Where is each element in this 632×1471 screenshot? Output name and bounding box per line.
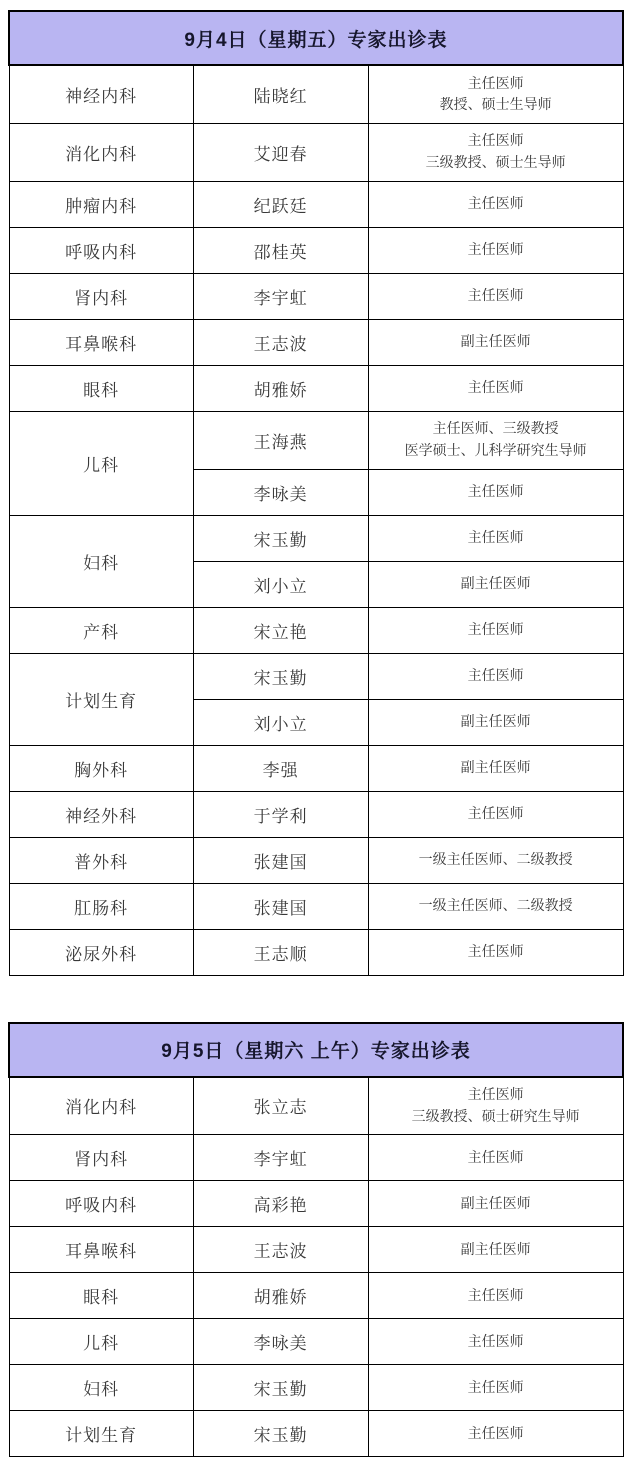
doctor-title-cell (368, 469, 623, 515)
doctor-cell: 张建国 (193, 883, 368, 929)
department-cell: 产科 (9, 607, 193, 653)
doctor-title-line: 主任医师 (467, 74, 524, 91)
department-cell: 耳鼻喉科 (9, 319, 193, 365)
department-cell: 儿科 (9, 411, 193, 515)
department-cell: 普外科 (9, 837, 193, 883)
doctor-title-cell (368, 227, 623, 273)
doctor-cell: 陆晓红 (193, 65, 368, 123)
doctor-title-cell (368, 1273, 623, 1319)
department-cell: 呼吸内科 (9, 227, 193, 273)
doctor-title-line: 主任医师 (467, 132, 524, 149)
doctor-title-cell (368, 365, 623, 411)
doctor-title-line: 教授、硕士生导师 (439, 96, 552, 113)
doctor-title-cell (368, 1411, 623, 1457)
table-row (9, 123, 623, 181)
doctor-title-line: 医学硕士、儿科学研究生导师 (404, 442, 587, 458)
doctor-title-cell (368, 1319, 623, 1365)
doctor-title-cell (368, 123, 623, 181)
table-title: 9月5日（星期六 上午）专家出诊表 (9, 1023, 623, 1077)
doctor-cell: 艾迎春 (193, 123, 368, 181)
table-row (9, 1365, 623, 1411)
doctor-title-line: 副主任医师 (460, 575, 531, 592)
doctor-title-line: 主任医师 (467, 483, 524, 500)
doctor-title-cell (368, 65, 623, 123)
doctor-cell: 张建国 (193, 837, 368, 883)
doctor-title-line: 主任医师 (467, 1148, 524, 1165)
doctor-title-line: 主任医师 (467, 287, 524, 304)
department-cell: 眼科 (9, 1273, 193, 1319)
schedule-table-saturday (8, 1022, 624, 1458)
table-row (9, 273, 623, 319)
table-row (9, 227, 623, 273)
doctor-title-line: 主任医师 (467, 667, 524, 684)
doctor-cell: 宋玉勤 (193, 653, 368, 699)
table-row (9, 1227, 623, 1273)
doctor-title-cell (368, 1077, 623, 1135)
doctor-title-cell (368, 791, 623, 837)
doctor-title-line: 主任医师 (467, 529, 524, 546)
department-cell: 泌尿外科 (9, 929, 193, 975)
department-cell: 神经外科 (9, 791, 193, 837)
department-cell: 计划生育 (9, 1411, 193, 1457)
doctor-title-line: 主任医师 (467, 621, 524, 638)
doctor-cell: 王志顺 (193, 929, 368, 975)
doctor-cell: 纪跃廷 (193, 181, 368, 227)
doctor-title-line: 副主任医师 (460, 759, 531, 776)
doctor-title-line: 副主任医师 (460, 1240, 531, 1257)
doctor-cell: 于学利 (193, 791, 368, 837)
doctor-title-cell (368, 1181, 623, 1227)
department-cell: 眼科 (9, 365, 193, 411)
doctor-title-line: 副主任医师 (460, 333, 531, 350)
doctor-title-cell (368, 515, 623, 561)
doctor-cell: 王志波 (193, 319, 368, 365)
table-title: 9月4日（星期五）专家出诊表 (9, 11, 623, 65)
doctor-cell: 宋玉勤 (193, 1365, 368, 1411)
department-cell: 消化内科 (9, 1077, 193, 1135)
doctor-title-cell (368, 1227, 623, 1273)
doctor-title-cell (368, 1365, 623, 1411)
doctor-title-cell (368, 607, 623, 653)
doctor-cell: 刘小立 (193, 561, 368, 607)
schedule-section-friday (8, 10, 624, 976)
doctor-title-line: 主任医师、三级教授 (432, 420, 559, 437)
doctor-title-line: 主任医师 (467, 1332, 524, 1349)
doctor-cell: 高彩艳 (193, 1181, 368, 1227)
doctor-cell: 李宇虹 (193, 1135, 368, 1181)
department-cell: 消化内科 (9, 123, 193, 181)
table-row (9, 181, 623, 227)
department-cell: 呼吸内科 (9, 1181, 193, 1227)
doctor-title-line: 主任医师 (467, 241, 524, 258)
department-cell: 妇科 (9, 515, 193, 607)
doctor-cell: 宋玉勤 (193, 515, 368, 561)
doctor-title-cell (368, 319, 623, 365)
doctor-title-line: 主任医师 (467, 805, 524, 822)
doctor-title-line: 主任医师 (467, 1086, 524, 1103)
schedule-table-friday (8, 10, 624, 976)
doctor-title-line: 主任医师 (467, 1378, 524, 1395)
table-row (9, 653, 623, 699)
table-row (9, 837, 623, 883)
table-row (9, 515, 623, 561)
doctor-title-line: 一级主任医师、二级教授 (418, 851, 573, 868)
doctor-cell: 胡雅娇 (193, 365, 368, 411)
doctor-title-line: 主任医师 (467, 943, 524, 960)
doctor-title-line: 三级教授、硕士生导师 (425, 154, 566, 170)
table-row (9, 745, 623, 791)
doctor-title-cell (368, 745, 623, 791)
department-cell: 计划生育 (9, 653, 193, 745)
department-cell: 神经内科 (9, 65, 193, 123)
doctor-title-line: 主任医师 (467, 195, 524, 212)
doctor-title-cell (368, 273, 623, 319)
table-row (9, 1273, 623, 1319)
table-header-row (9, 1023, 623, 1077)
table-row (9, 1319, 623, 1365)
table-row (9, 65, 623, 123)
doctor-title-line: 三级教授、硕士研究生导师 (411, 1107, 580, 1124)
doctor-title-cell (368, 181, 623, 227)
doctor-title-line: 主任医师 (467, 379, 524, 396)
department-cell: 肾内科 (9, 273, 193, 319)
table-row (9, 1077, 623, 1135)
department-cell: 肾内科 (9, 1135, 193, 1181)
table-row (9, 319, 623, 365)
doctor-title-line: 副主任医师 (460, 1194, 531, 1211)
table-row (9, 883, 623, 929)
doctor-cell: 王志波 (193, 1227, 368, 1273)
doctor-title-cell (368, 561, 623, 607)
doctor-title-cell (368, 699, 623, 745)
doctor-cell: 李强 (193, 745, 368, 791)
table-row (9, 1135, 623, 1181)
doctor-cell: 刘小立 (193, 699, 368, 745)
doctor-cell: 宋玉勤 (193, 1411, 368, 1457)
department-cell: 肛肠科 (9, 883, 193, 929)
doctor-title-line: 副主任医师 (460, 713, 531, 730)
doctor-title-cell (368, 1135, 623, 1181)
table-row (9, 607, 623, 653)
doctor-title-cell (368, 837, 623, 883)
schedule-section-saturday (8, 1022, 624, 1458)
doctor-cell: 宋立艳 (193, 607, 368, 653)
doctor-cell: 李宇虹 (193, 273, 368, 319)
doctor-cell: 胡雅娇 (193, 1273, 368, 1319)
doctor-title-line: 主任医师 (467, 1424, 524, 1441)
department-cell: 胸外科 (9, 745, 193, 791)
department-cell: 妇科 (9, 1365, 193, 1411)
doctor-title-cell (368, 929, 623, 975)
doctor-cell: 李咏美 (193, 1319, 368, 1365)
doctor-title-cell (368, 411, 623, 469)
doctor-cell: 王海燕 (193, 411, 368, 469)
table-row (9, 365, 623, 411)
table-row (9, 929, 623, 975)
table-header-row (9, 11, 623, 65)
doctor-cell: 李咏美 (193, 469, 368, 515)
table-row (9, 1181, 623, 1227)
table-row (9, 791, 623, 837)
doctor-title-line: 一级主任医师、二级教授 (418, 897, 573, 914)
table-row (9, 411, 623, 469)
department-cell: 儿科 (9, 1319, 193, 1365)
doctor-title-cell (368, 883, 623, 929)
doctor-cell: 张立志 (193, 1077, 368, 1135)
doctor-title-line: 主任医师 (467, 1286, 524, 1303)
department-cell: 耳鼻喉科 (9, 1227, 193, 1273)
department-cell: 肿瘤内科 (9, 181, 193, 227)
doctor-title-cell (368, 653, 623, 699)
doctor-cell: 邵桂英 (193, 227, 368, 273)
table-row (9, 1411, 623, 1457)
